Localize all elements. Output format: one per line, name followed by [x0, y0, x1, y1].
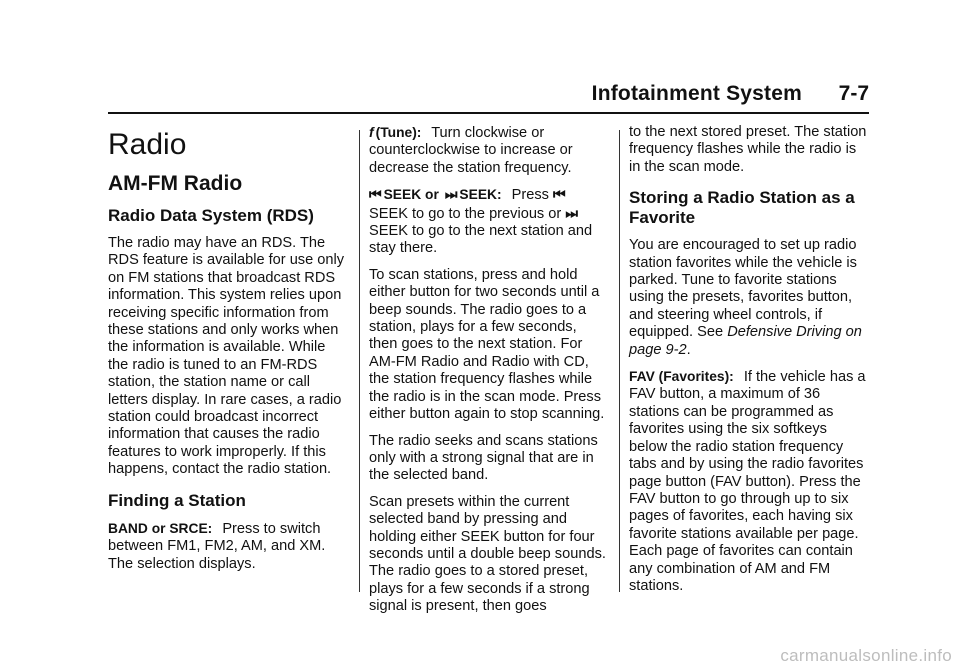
paragraph-continued: to the next stored preset. The station frequency flashes while the radio is in the scan mode. [629, 124, 867, 175]
term-fav: FAV (Favorites): [629, 369, 734, 385]
subheading-storing-favorite: Storing a Radio Station as a Favorite [629, 188, 855, 228]
paragraph-fav [629, 368, 869, 595]
tune-knob-icon: f [369, 124, 374, 140]
paragraph-rds: The radio may have an RDS. The RDS feature is available for use only on FM stations that broadcast RDS information. This system relies upon receiving specific information from these stations and only works when the information is available. While the radio is tuned to an FM-RDS station, the station name or call letters display. In rare cases, a radio station could broadcast incorrect information that causes the radio features to work improperly. If this happens, contact the radio station. [108, 235, 345, 478]
column-divider-2 [619, 130, 620, 592]
paragraph-favorites-setup [629, 237, 869, 359]
page-header [0, 0, 960, 118]
header-divider [108, 112, 869, 114]
band-description: Press to switch between FM1, FM2, AM, and XM. The selection displays. [108, 520, 326, 572]
column-2 [369, 124, 609, 625]
seek-forward-icon: ⏭ [444, 186, 458, 203]
seek-forward-icon-inline: ⏭ [565, 204, 578, 221]
term-seek-or: SEEK or [383, 187, 439, 203]
paragraph-scan-presets: Scan presets within the current selected band by pressing and holding either SEEK button for four seconds until a double beep sounds. The radio goes to a stored preset, plays for a few seconds if a strong signal is present, then goes [369, 493, 606, 615]
section-title: Infotainment System [591, 82, 802, 105]
watermark: carmanualsonline.info [780, 646, 952, 665]
paragraph-seek [369, 186, 609, 258]
seek-text-press: Press [511, 187, 549, 204]
chapter-heading: Radio [108, 128, 187, 161]
favorites-setup-text: You are encouraged to set up radio station favorites while the vehicle is parked. Tune to favorite stations using the presets, favorites button, and steering wheel controls, if equipped. See [629, 237, 857, 341]
subheading-rds: Radio Data System (RDS) [108, 206, 314, 225]
paragraph-band [108, 520, 348, 573]
column-3 [629, 124, 869, 604]
paragraph-strong-signal: The radio seeks and scans stations only with a strong signal that are in the selected band. [369, 432, 598, 484]
defensive-driving-link[interactable]: Defensive Driving on page 9-2 [629, 324, 862, 358]
term-band-srce: BAND or SRCE: [108, 520, 213, 536]
seek-text-next: SEEK to go to the next station and stay there. [369, 223, 593, 257]
term-seek: SEEK: [459, 187, 502, 203]
section-heading-am-fm-radio: AM-FM Radio [108, 172, 243, 195]
column-divider-1 [359, 130, 360, 592]
favorites-setup-end: . [686, 341, 691, 358]
fav-description: If the vehicle has a FAV button, a maximum of 36 stations can be programmed as favorites using the six softkeys below the radio station frequency tabs and by using the radio favorites page button (FAV button). Press the FAV button to go through up to six pages of favorites, each having six favorite stations available per page. Each page of favorites can contain any combination of AM and FM stations. [629, 369, 866, 594]
paragraph-tune [369, 124, 609, 177]
seek-back-icon: ⏮ [369, 186, 382, 203]
tune-description: Turn clockwise or counterclockwise to increase or decrease the station frequency. [369, 125, 573, 176]
seek-back-icon-inline: ⏮ [553, 186, 566, 203]
paragraph-scan: To scan stations, press and hold either button for two seconds until a beep sounds. The radio goes to a station, plays for a few seconds, then goes to the next station. For AM-FM Radio and Radio with CD, the station frequency flashes while the radio is in the scan mode. Press either button again to stop scanning. [369, 266, 605, 423]
column-1 [108, 124, 348, 582]
page-number: 7-7 [838, 82, 869, 105]
subheading-finding-station: Finding a Station [108, 490, 246, 510]
term-tune: (Tune): [375, 125, 422, 140]
seek-text-previous: SEEK to go to the previous or [369, 205, 562, 222]
